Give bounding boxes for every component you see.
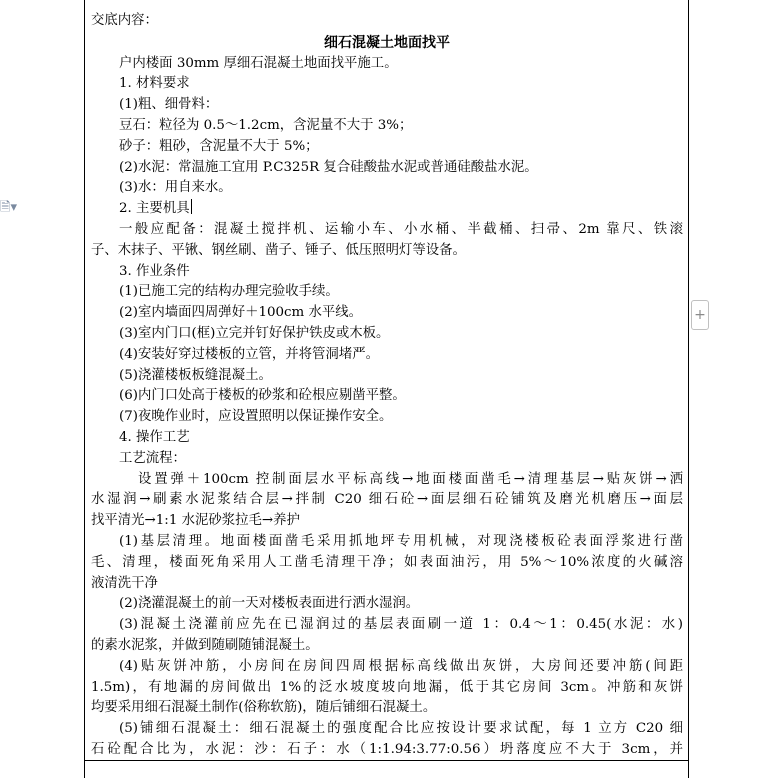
paragraph-line: (5)铺细石混凝土：细石混凝土的强度配合比应按设计要求试配，每 1 立方 C20 细 [119, 721, 683, 737]
section-heading: 2. 主要机具 [119, 201, 190, 217]
paragraph-line: 石砼配合比为，水泥：沙：石子：水（1:1.94:3.77:0.56）坍落度应不大于 3cm，并 [91, 741, 683, 757]
list-item: (4)安装好穿过楼板的立管，并将管洞堵严。 [119, 346, 379, 362]
expand-button[interactable]: + [691, 300, 709, 330]
paragraph-line: 液清洗干净 [91, 575, 158, 591]
paragraph-line: (4)贴灰饼冲筋，小房间在房间四周根据标高线做出灰饼，大房间还要冲筋(间距 [119, 658, 683, 674]
paragraph-line: 子、木抹子、平锹、钢丝刷、凿子、锤子、低压照明灯等设备。 [91, 242, 466, 258]
paragraph-line: 1.5m)，有地漏的房间做出 1%的泛水坡度坡向地漏，低于其它房间 3cm。冲筋和灰饼 [91, 679, 683, 695]
section-heading: 1. 材料要求 [119, 76, 190, 92]
paragraph-line: 毛、清理，楼面死角采用人工凿毛清理干净；如表面油污，用 5%～10%浓度的火碱溶 [91, 554, 683, 570]
section-heading: 3. 作业条件 [119, 263, 190, 279]
flow-line: 设置弹＋100cm 控制面层水平标高线→地面楼面凿毛→清理基层→贴灰饼→洒 [138, 471, 683, 487]
list-item: (3)水：用自来水。 [119, 180, 232, 196]
paragraph-line: (2)浇灌混凝土的前一天对楼板表面进行洒水湿润。 [119, 596, 420, 612]
flow-label: 工艺流程： [119, 450, 186, 466]
text-cursor [191, 199, 193, 214]
list-item: (1)已施工完的结构办理完验收手续。 [119, 284, 339, 300]
document-icon[interactable]: 🗎▾ [0, 200, 17, 215]
list-item: (6)内门口处高于楼板的砂浆和砼根应剔凿平整。 [119, 388, 406, 404]
list-item: 砂子：粗砂，含泥量不大于 5%； [119, 138, 319, 154]
document-body [91, 11, 683, 761]
paragraph-line: (3)混凝土浇灌前应先在已湿润过的基层表面刷一道 1：0.4～1：0.45(水泥：水) [119, 617, 683, 633]
paragraph-line: 均要采用细石混凝土制作(俗称软筋)，随后铺细石混凝土。 [91, 700, 437, 716]
list-item: (2)水泥：常温施工宜用 P.C325R 复合硅酸盐水泥或普通硅酸盐水泥。 [119, 159, 538, 175]
list-item: 豆石：粒径为 0.5～1.2cm，含泥量不大于 3%； [119, 117, 413, 133]
header-label: 交底内容： [91, 13, 158, 28]
section-heading: 4. 操作工艺 [119, 429, 190, 445]
document-title: 细石混凝土地面找平 [324, 34, 450, 51]
list-item: (2)室内墙面四周弹好＋100cm 水平线。 [119, 305, 363, 321]
paragraph-line: 一般应配备：混凝土搅拌机、运输小车、小水桶、半截桶、扫帚、2m 靠尺、铁滚 [119, 221, 683, 237]
list-item: (5)浇灌楼板板缝混凝土。 [119, 367, 272, 383]
flow-line: 水湿润→刷素水泥浆结合层→拌制 C20 细石砼→面层细石砼铺筑及磨光机磨压→面层 [91, 492, 683, 508]
flow-line: 找平清光→1:1 水泥砂浆拉毛→养护 [91, 513, 300, 529]
intro-text: 户内楼面 30mm 厚细石混凝土地面找平施工。 [119, 55, 398, 71]
list-item: (1)粗、细骨料： [119, 97, 219, 113]
paragraph-line: (1)基层清理。地面楼面凿毛采用抓地坪专用机械，对现浇楼板砼表面浮浆进行凿 [119, 533, 683, 549]
section-heading-wrap [91, 199, 683, 220]
list-item: (7)夜晚作业时，应设置照明以保证操作安全。 [119, 409, 393, 425]
paragraph-line: 的素水泥浆，并做到随刷随铺混凝土。 [91, 637, 319, 653]
list-item: (3)室内门口(框)立完并钉好保护铁皮或木板。 [119, 325, 390, 341]
